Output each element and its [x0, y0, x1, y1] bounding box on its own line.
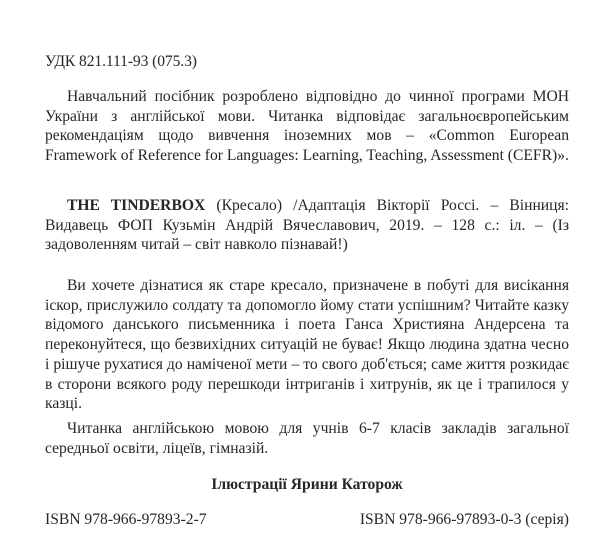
- isbn-series: ISBN 978-966-97893-0-3 (серія): [359, 511, 569, 528]
- bibliographic-details: (Кресало) /Адаптація Вікторії Россі. – Вінниця: Видавець ФОП Кузьмін Андрій Вячеславович, 2019. – 128 с.: іл. – (Із задоволенням читай – світ навколо пізнавай!): [45, 197, 569, 254]
- book-title: THE TINDERBOX: [67, 197, 206, 214]
- bibliographic-record-text: [45, 196, 569, 255]
- annotation-paragraph: [45, 276, 569, 414]
- isbn-book: ISBN 978-966-97893-2-7: [45, 511, 207, 528]
- bibliographic-record-paragraph: [45, 196, 569, 255]
- annotation-text: Ви хочете дізнатися як старе кресало, призначене в побуті для висікання іскор, прислужило солдату та допомогло йому стати успішним? Читайте казку відомого данського письменника і поета Ганса Християна Андерсена та переконуйтеся, що безвихідних ситуацій не буває! Якщо людина здатна чесно і рішуче рухатися до наміченої мети – то свого доб'ється; саме життя розкидає в сторони всякого роду перешкоди інтриганів і хитрунів, як це і трапилося у казці.: [45, 277, 569, 413]
- curriculum-note-paragraph: [45, 87, 569, 166]
- udk-code: УДК 821.111-93 (075.3): [45, 53, 197, 70]
- audience-paragraph: [45, 419, 569, 458]
- illustrator-credit: Ілюстрації Ярини Каторож: [211, 476, 403, 493]
- audience-text: Читанка англійською мовою для учнів 6-7 класів закладів загальної середньої освіти, ліцеїв, гімназій.: [45, 420, 569, 457]
- curriculum-note-text: Навчальний посібник розроблено відповідно до чинної програми МОН України з англійської мови. Читанка відповідає загальноєвропейським рекомендаціям щодо вивчення іноземних мов – «Common European Framework of Reference for Languages: Learning, Teaching, Assessment (CEFR)».: [45, 88, 569, 165]
